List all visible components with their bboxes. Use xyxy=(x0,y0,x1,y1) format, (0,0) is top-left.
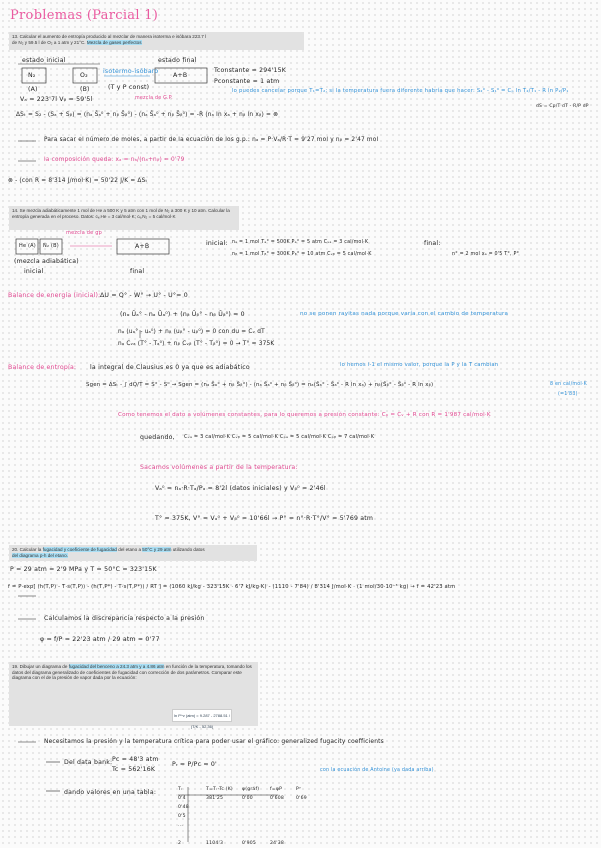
p14-volume-note: Como tenemos el dato a volúmenes constantes, para lo queremos a presión constante: Cₚ = Cᵥ + R con R = 1'987 cal/mol·K xyxy=(118,412,491,418)
table-header-3: f=φP xyxy=(270,787,283,792)
p14-box-he: He (A) xyxy=(19,243,36,249)
p14-label-adiab: (mezcla adiabática) xyxy=(14,258,79,265)
table-cell: 0'69 xyxy=(296,796,307,801)
table-cell: 0'608 xyxy=(270,796,284,801)
table-cell: 381'25 xyxy=(206,796,224,801)
table-cell: 24'38 xyxy=(270,841,284,846)
problem-13-highlight: Mezcla de gases perfectos xyxy=(86,39,142,45)
p14-label-initial: inicial xyxy=(24,268,44,275)
p13-composition: la composición queda: xₐ = nₐ/(nₐ+nᵦ) = 0'79 xyxy=(44,157,185,163)
p20-text-mid: del etano a xyxy=(118,547,141,552)
p14-mix-label: mezcla de gp xyxy=(66,230,102,236)
table-header-4: Pᵛ xyxy=(296,787,302,792)
p20-highlight-1: fugacidad y coeficiente de fugacidad xyxy=(42,547,117,552)
p14-sgen-units: 8 en cal/mol·K xyxy=(550,382,588,387)
table-header-1: T=Tᵣ·Tc (K) xyxy=(206,787,233,792)
p13-t-const: Tconstante = 294'15K xyxy=(214,67,286,74)
table-header-2: φ(gráf) xyxy=(242,787,260,792)
table-cell: 0'5 xyxy=(178,814,186,819)
table-cell: ... xyxy=(178,823,183,828)
p14-energy-label: Balance de energía (inicial): xyxy=(8,292,101,299)
p13-state-initial: estado inicial xyxy=(22,57,66,64)
p14-sgen-value: (=1'83) xyxy=(558,392,578,397)
p14-entropy-label: Balance de entropía: xyxy=(8,364,77,371)
p14-energy-note: no se ponen rayitas nada porque varía con el cambio de temperatura xyxy=(300,311,509,317)
p14-box-mix: A+B xyxy=(135,243,150,250)
p13-process2: (T y P const) xyxy=(108,84,150,91)
table-header-0: Tᵣ xyxy=(178,787,183,792)
problem-13-statement-line-a: 13. Calcular el aumento de entropía producido al mezclar de manera isoterma e isóbara 223.7 l xyxy=(12,34,207,39)
p13-box-a-label: N₂ xyxy=(28,72,36,79)
p13-moles-line: Para sacar el número de moles, a partir de la ecuación de los g.p.: nₐ = P·Vₐ/R·T = 9'27 mol y nᵦ = 2'47 mol xyxy=(44,137,379,143)
table-cell: 0'00 xyxy=(242,796,253,801)
p20-highlight-2: 50°C y 29 atm xyxy=(142,547,172,552)
antoine-equation: ln P^v (atm) = 9.287 - 2788.51 / (T/K - 52.36) xyxy=(172,709,232,722)
p13-delta-s: ΔSₜ = S₂ - (Sₐ + Sᵦ) = (nₐ S̄ₐ⁰ + nᵦ S̄ᵦ⁰) - (nₐ S̄ₐ⁰ + nᵦ S̄ᵦ⁰) = -R (nₐ ln xₐ + nᵦ ln xᵦ) = ⊗ xyxy=(16,112,279,118)
p19-text-post: en función de la temperatura, tomando los datos del diagrama generalizado de coeficientes de fugacidad con corrección de dos parámetros. Comparar este diagrama con el de la presión de vapor dada por la ecuación: xyxy=(12,664,252,681)
p19-data-tc: Tc = 562'16K xyxy=(112,766,156,773)
problem-20-statement xyxy=(9,545,257,561)
p14-final-title: final: xyxy=(424,240,441,247)
table-cell: 1104'3 xyxy=(206,841,224,846)
p13-result: ⊗ - (con R = 8'314 J/mol·K) = 50'22 J/K = ΔSₜ xyxy=(8,178,148,184)
p14-energy-eq3: nₐ (uₐ° - uₐ⁰) + nᵦ (uᵦ° - uᵦ⁰) = 0 con du = Cᵥ dT xyxy=(118,329,265,335)
p19-antoine-note: con la ecuación de Antoine (ya dada arriba) xyxy=(320,768,434,773)
p14-energy-eq4: nₐ Cᵥₐ (T° - Tₐ⁰) + nᵦ Cᵥᵦ (T° - Tᵦ⁰) = 0 → T° = 375K xyxy=(118,341,275,347)
p14-label-final: final xyxy=(130,268,145,275)
p13-ds-note: dS = Cp/T dT - R/P dP xyxy=(536,104,589,109)
p19-data-pr: Pᵣ = P/Pc = 0' xyxy=(172,761,217,768)
page-title: Problemas (Parcial 1) xyxy=(10,8,159,23)
p20-deviation: Calculamos la discrepancia respecto a la presión xyxy=(44,615,205,622)
p19-highlight: fugacidad del benceno a 24.3 atm y a 4.86 atm xyxy=(68,664,165,669)
problem-14-statement: 14. Se mezcla adiabáticamente 1 mol de He a 500 K y 5 atm con 1 mol de N₂ a 300 K y 10 atm. Calcular la entropía generada en el proceso. Datos: cᵥ,He = 3 cal/mol·K; cᵥ,N₂ = 5 cal/mol·K xyxy=(9,206,239,230)
p19-data-pc: Pc = 48'3 atm xyxy=(112,756,159,763)
p14-energy-eq: ΔU = Q° - W° → U° - U°= 0 xyxy=(100,292,188,299)
p13-label-a: (A) xyxy=(28,86,38,93)
p14-volumes-note: Sacamos volúmenes a partir de la temperatura: xyxy=(140,464,298,471)
p13-p-const: Pconstante = 1 atm xyxy=(214,78,280,85)
p13-mix-note: mezcla de G.P. xyxy=(135,96,173,101)
p14-sgen: Sgen = ΔSₜ - ∫ dQ/T = S° - S⁰ → Sgen = (nₐ S̄ₐ° + nᵦ S̄ᵦ°) - (nₐ S̄ₐ⁰ + nᵦ S̄ᵦ⁰) = nₐ(S̄ₐ° - S̄ₐ⁰ - R ln xₐ) + nᵦ(S̄ᵦ° - S̄ᵦ⁰ - R ln xᵦ) xyxy=(86,382,434,388)
table-cell: 2 xyxy=(178,841,182,846)
p19-text-pre: 19. Dibujar un diagrama de xyxy=(12,664,68,669)
p13-explanation: lo puedes cancelar porque T₁=T₂; si la temperatura fuera diferente habría que hacer: S₂⁰ - S₁⁰ = Cₚ ln T₂/T₁ - R ln P₂/P₁ xyxy=(232,88,569,94)
p13-state-final: estado final xyxy=(158,57,197,64)
p13-label-b: (B) xyxy=(80,86,90,93)
p20-text-post: utilizando datos xyxy=(172,547,205,552)
p14-t-final: T° = 375K, V° = Vₐ⁰ + Vᵦ⁰ = 10'66l → P° = n°·R·T°/V° = 5'769 atm xyxy=(155,515,374,522)
p19-data-label: Del data bank: xyxy=(64,759,113,766)
problem-20-statement-line-2 xyxy=(12,553,254,559)
p13-box-mix-label: A+B xyxy=(173,72,188,79)
table-cell: 0'48 xyxy=(178,805,189,810)
p20-given: P = 29 atm = 2'9 MPa y T = 50°C = 323'15K xyxy=(10,566,157,573)
p14-final-vals: n° = 2 mol xₐ = 0'5 T°, P° xyxy=(452,252,520,257)
p20-phi: φ = f/P = 22'23 atm / 29 atm = 0'77 xyxy=(40,636,160,643)
p14-v-calc: Vₐ⁰ = nₐ·R·Tₐ/Pₐ = 8'2l (datos iniciales) y Vᵦ⁰ = 2'46l xyxy=(155,485,326,492)
p13-volumes: Vₐ = 223'7l Vᵦ = 59'5l xyxy=(20,96,93,103)
problem-13-statement-text: de N₂ y 59.5 l de O₂ a 1 atm y 21°C. xyxy=(12,39,86,45)
p14-entropy-note: lo hemos i-1 el mismo valor, porque la P y la T cambian xyxy=(340,362,499,368)
p14-energy-eq2: (nₐ Ūₐ° - nₐ Ūₐ⁰) + (nᵦ Ūᵦ° - nᵦ Ūᵦ⁰) = 0 xyxy=(120,311,245,318)
p19-need: Necesitamos la presión y la temperatura crítica para poder usar el gráfico: generalized fugacity coefficients xyxy=(44,739,384,745)
p14-entropy-text: la integral de Clausius es 0 ya que es adiabático xyxy=(90,364,250,371)
p14-initial-title: inicial: xyxy=(206,240,228,247)
p20-formula: f = P·exp[ (h(T,P) - T·s(T,P)) - (h(T,P*) - T·s(T,P*)) / RT ] = (1060 kJ/kg - 323'15K · 6'7 kJ/kg·K) - (1110 - 7'84) / 8'314 J/mol·K · (1 mol/30·10⁻³ kg) → f = 42'23 atm xyxy=(8,584,456,590)
table-cell: 0'4 xyxy=(178,796,186,801)
p14-cp-values: Cᵥₐ = 3 cal/mol·K Cᵥᵦ = 5 cal/mol·K Cₚₐ = 5 cal/mol·K Cₚᵦ = 7 cal/mol·K xyxy=(184,434,375,440)
p20-text-pre: 20. Calcular la xyxy=(12,547,42,552)
p14-init-a: nₐ = 1 mol Tₐ° = 500K Pₐ° = 5 atm Cᵥₐ = 3 cal/mol·K xyxy=(232,240,369,245)
p19-table-label: dando valores en una tabla: xyxy=(64,789,157,796)
p14-cp-label: quedando, xyxy=(140,434,175,441)
p14-box-n2: N₂ (B) xyxy=(43,243,59,249)
p14-init-b: nᵦ = 1 mol Tᵦ° = 300K Pᵦ° = 10 atm Cᵥᵦ = 5 cal/mol·K xyxy=(232,252,372,257)
p13-box-b-label: O₂ xyxy=(80,72,88,79)
p13-process: isotermo-isóbaro xyxy=(103,68,159,75)
p20-highlight-3: del diagrama p-h del etano. xyxy=(12,552,68,558)
table-cell: 0'905 xyxy=(242,841,256,846)
